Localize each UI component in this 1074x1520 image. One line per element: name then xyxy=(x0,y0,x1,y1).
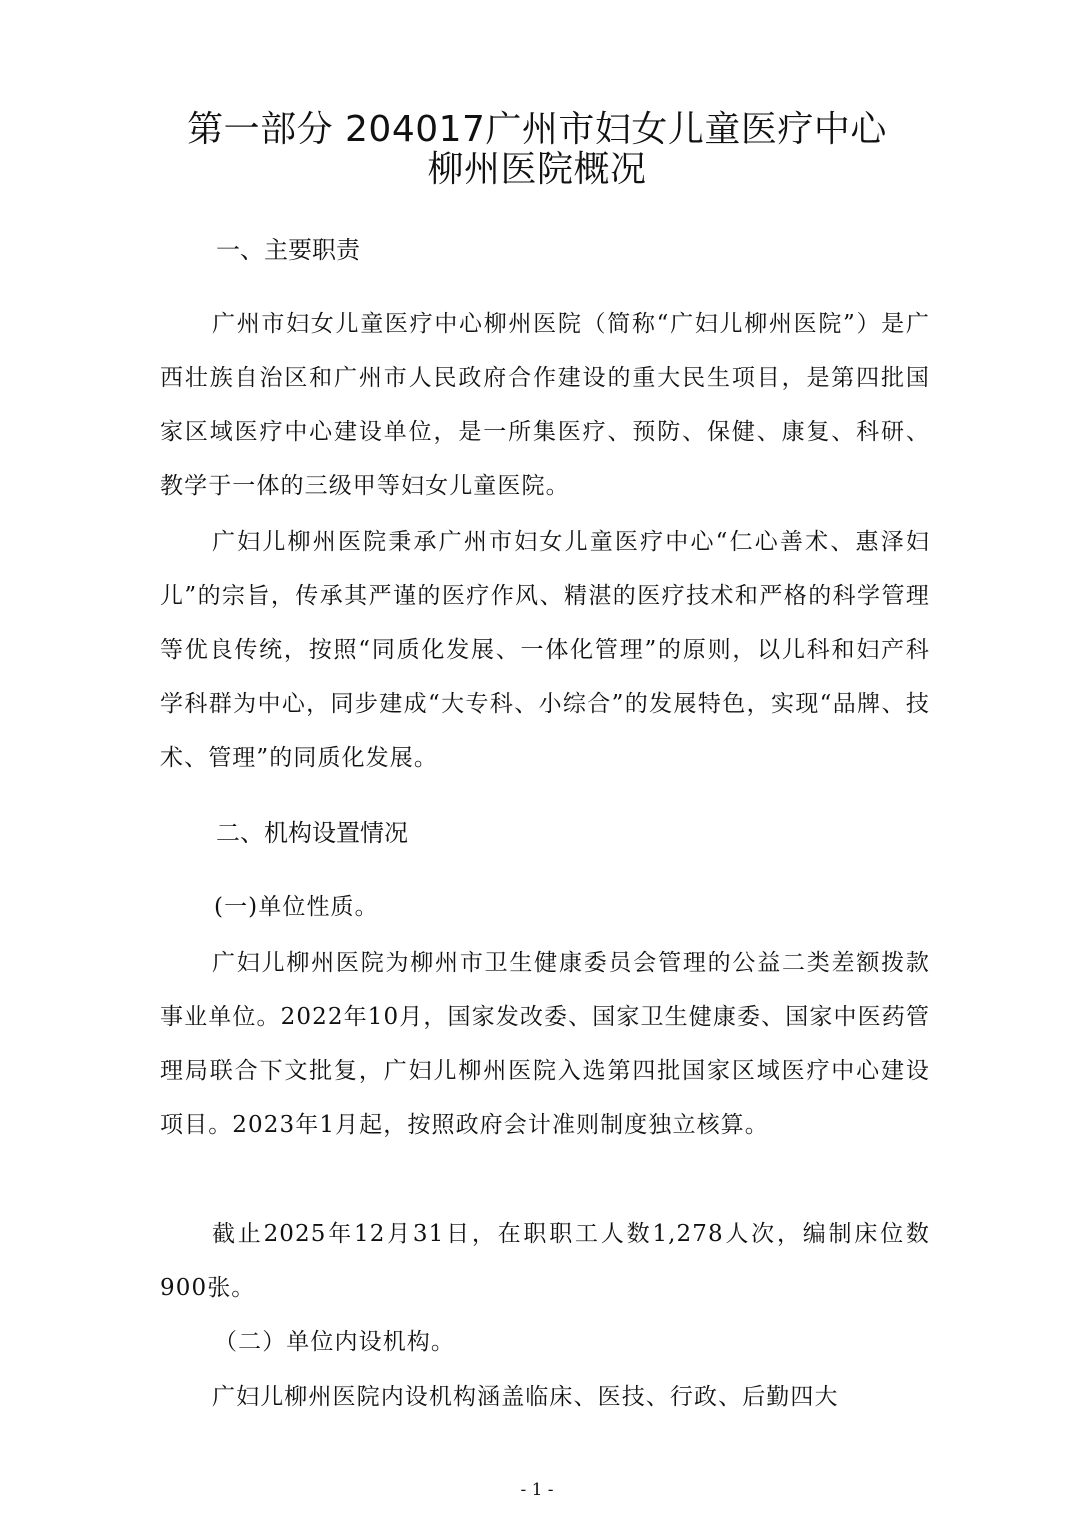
paragraph-hospital-intro: 广州市妇女儿童医疗中心柳州医院（简称“广妇儿柳州医院”）是广西壮族自治区和广州市人民政府合作建设的重大民生项目，是第四批国家区域医疗中心建设单位，是一所集医疗、预防、保健、康复、科研、教学于一体的三级甲等妇女儿童医院。 xyxy=(160,311,930,499)
paragraph-unit-nature: 广妇儿柳州医院为柳州市卫生健康委员会管理的公益二类差额拨款事业单位。2022年10月，国家发改委、国家卫生健康委、国家中医药管理局联合下文批复，广妇儿柳州医院入选第四批国家区域医疗中心建设项目。2023年1月起，按照政府会计准则制度独立核算。 xyxy=(160,950,930,1138)
page-number: - 1 - xyxy=(520,1480,554,1500)
paragraph-internal-departments: 广妇儿柳州医院内设机构涵盖临床、医技、行政、后勤四大 xyxy=(212,1384,839,1410)
page-title-line-2: 柳州医院概况 xyxy=(427,149,647,190)
paragraph-hospital-tradition: 广妇儿柳州医院秉承广州市妇女儿童医疗中心“仁心善术、惠泽妇儿”的宗旨，传承其严谨的医疗作风、精湛的医疗技术和严格的科学管理等优良传统，按照“同质化发展、一体化管理”的原则，以儿科和妇产科学科群为中心，同步建成“大专科、小综合”的发展特色，实现“品牌、技术、管理”的同质化发展。 xyxy=(160,529,930,771)
page-title-line-1: 第一部分 204017广州市妇女儿童医疗中心 xyxy=(187,109,887,150)
section-heading-organization: 二、机构设置情况 xyxy=(216,819,408,847)
subheading-unit-nature: (一)单位性质。 xyxy=(214,894,379,920)
section-heading-main-duties: 一、主要职责 xyxy=(216,236,360,264)
subheading-internal-departments: （二）单位内设机构。 xyxy=(214,1329,455,1355)
paragraph-staff-count: 截止2025年12月31日，在职职工人数1,278人次，编制床位数900张。 xyxy=(160,1221,930,1301)
